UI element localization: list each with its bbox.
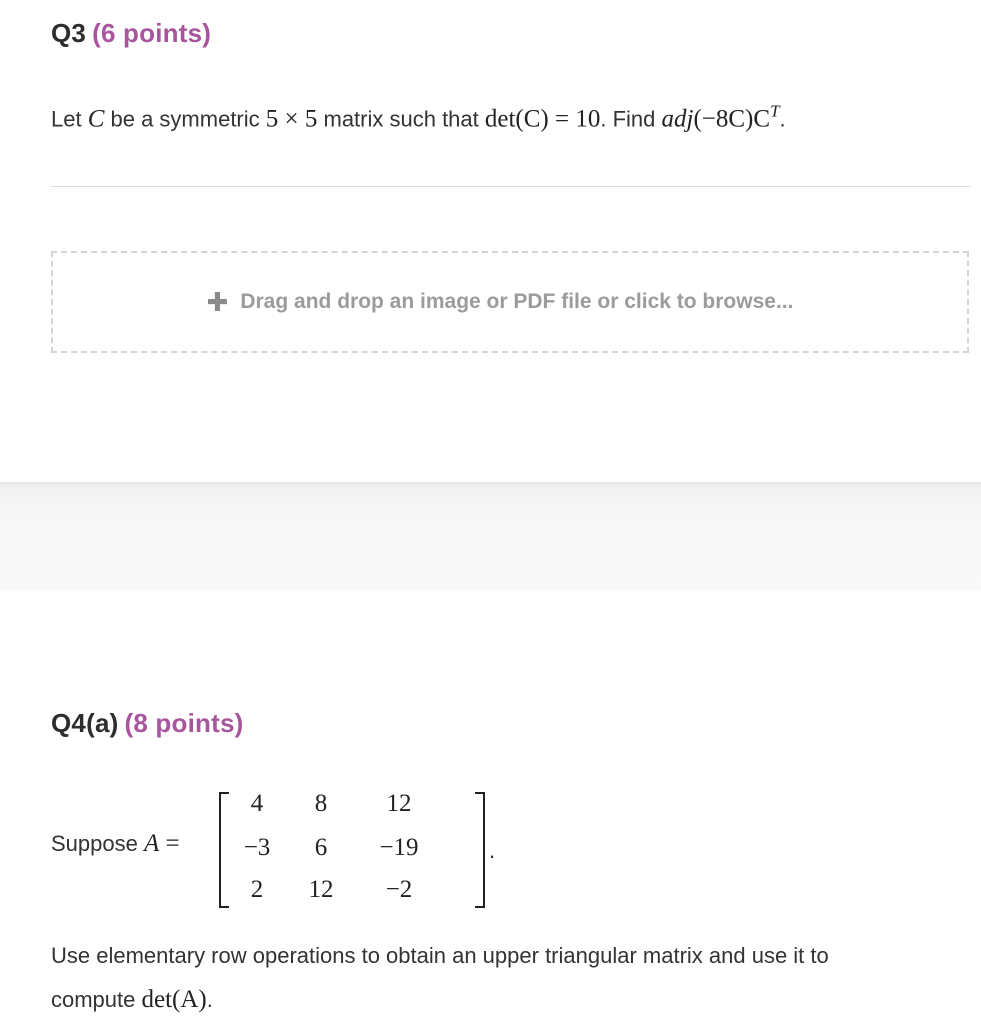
question-prompt-q3: Let C be a symmetric 5 × 5 matrix such that det(C) = 10. Find $adj(-8C)C^T$. (51, 102, 786, 133)
matrix-cell: 2 (250, 876, 264, 903)
question-prompt-q4a: Use elementary row operations to obtain an upper triangular matrix and use it to compute det(A). (51, 943, 829, 1013)
math-transpose: T (770, 102, 780, 121)
matrix-cell: 4 (250, 790, 264, 817)
divider (51, 186, 971, 187)
math-adj-arg: (−8C)C (693, 105, 771, 133)
question-title-q3 (51, 18, 211, 49)
section-separator (0, 482, 981, 590)
matrix-cell: 12 (386, 790, 412, 817)
math-A: A (143, 830, 160, 857)
matrix-cell: 8 (314, 790, 328, 817)
matrix-cell: 6 (314, 834, 328, 861)
period: . (489, 838, 496, 863)
math-dims: 5 × 5 (265, 105, 318, 133)
math-det: det(C) = 10 (484, 105, 601, 133)
math-detA: det(A) (141, 986, 207, 1013)
suppose-label: Suppose A = (51, 830, 180, 857)
points-label: (6 points) (92, 18, 212, 48)
matrix-A (219, 788, 485, 906)
question-number: Q3 (51, 18, 87, 48)
points-label: (8 points) (124, 708, 244, 738)
dropzone-label: Drag and drop an image or PDF file or click to browse... (240, 290, 794, 313)
file-upload-dropzone[interactable] (51, 251, 969, 353)
right-bracket (475, 792, 485, 908)
matrix-cell: −3 (243, 834, 271, 861)
question-number: Q4(a) (51, 708, 119, 738)
math-adj: adj (661, 105, 694, 133)
matrix-cell: −2 (385, 876, 413, 903)
math-C: C (87, 105, 105, 133)
matrix-cell: −19 (379, 834, 419, 861)
matrix-cell: 12 (308, 876, 334, 903)
question-title-q4a (51, 708, 243, 739)
plus-icon: ✚ (206, 287, 229, 317)
